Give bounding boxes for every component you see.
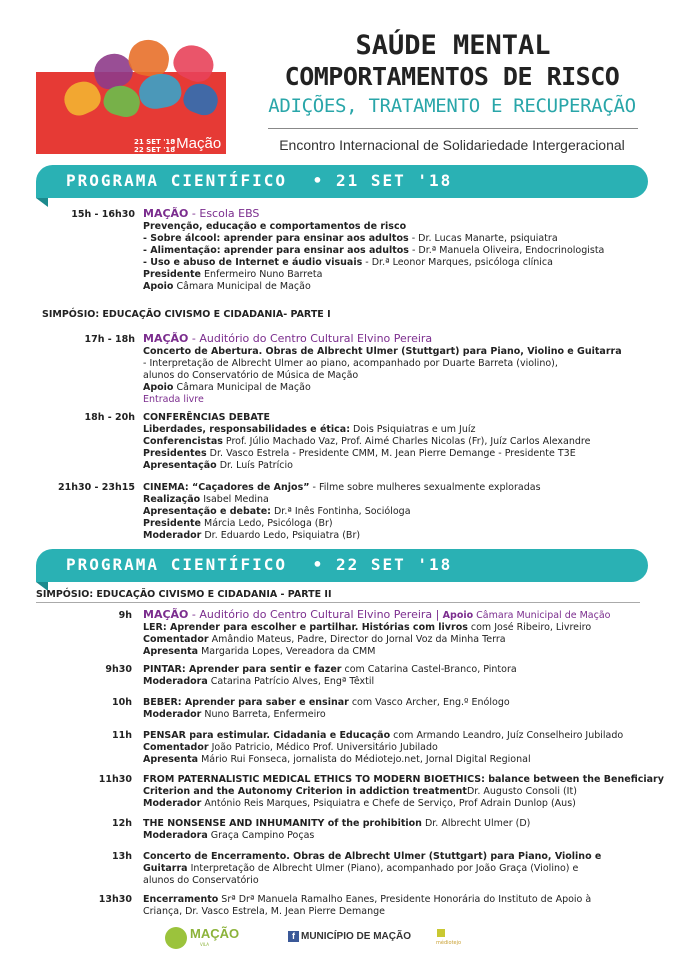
session-time: 12h	[112, 818, 132, 829]
role-label: Moderadora	[143, 676, 208, 687]
role-label: Apresenta	[143, 646, 199, 657]
talk-speaker: com Catarina Castel-Branco, Pintora	[341, 664, 517, 675]
role-label: Conferencistas	[143, 436, 223, 447]
role-label: Moderador	[143, 709, 202, 720]
logo-city: :Mação	[172, 135, 222, 152]
session-line	[143, 894, 591, 906]
role-label: Moderador	[143, 530, 202, 541]
page-title: SAÚDE MENTAL	[355, 30, 551, 61]
session-line: Concerto de Abertura. Obras de Albrecht Ulmer (Stuttgart) para Piano, Violino e Guitarra	[143, 346, 622, 357]
session-line	[143, 634, 506, 646]
role-label: Moderadora	[143, 830, 208, 841]
session-title: CONFERÊNCIAS DEBATE	[143, 412, 270, 423]
talk-title: THE NONSENSE AND INHUMANITY of the prohibition	[143, 818, 422, 829]
role-value: Mário Rui Fonseca, jornalista do Médiotejo.net, Jornal Digital Regional	[198, 754, 531, 765]
film-title: “Caçadores de Anjos”	[188, 482, 310, 493]
session-time: 11h	[112, 730, 132, 741]
talk-title: Guitarra	[143, 863, 188, 874]
role-value: Dr. Eduardo Ledo, Psiquiatra (Br)	[201, 530, 361, 541]
session-line	[143, 460, 293, 472]
mediotejo-logo-text: médiotejo	[436, 940, 462, 946]
session-time: 15h - 16h30	[71, 209, 135, 220]
session-line: alunos do Conservatório de Música de Mação	[143, 370, 359, 381]
session-line	[143, 697, 510, 709]
banner-date: • 21 SET '18	[312, 171, 453, 190]
session-line	[143, 622, 591, 634]
facebook-page-link[interactable]: MUNICÍPIO DE MAÇÃO	[301, 931, 411, 942]
talk-title: Encerramento	[143, 894, 219, 905]
session-line	[143, 424, 475, 436]
mediotejo-logo-icon	[437, 929, 445, 937]
session-line: - Interpretação de Albrecht Ulmer ao piano, acompanhado por Duarte Barreta (violino),	[143, 358, 558, 369]
session-time: 13h30	[98, 894, 132, 905]
facebook-icon[interactable]: f	[288, 931, 299, 942]
role-label: Apresenta	[143, 754, 199, 765]
venue-name: - Auditório do Centro Cultural Elvino Pereira |	[188, 608, 440, 621]
session-line	[143, 786, 577, 798]
role-label: Presidentes	[143, 448, 207, 459]
role-label: Apoio	[143, 281, 174, 292]
session-line	[143, 830, 314, 842]
session-line	[143, 742, 438, 754]
session-venue	[143, 333, 432, 345]
session-line: alunos do Conservatório	[143, 875, 259, 886]
session-line	[143, 730, 623, 742]
session-time: 10h	[112, 697, 132, 708]
venue-name: - Escola EBS	[188, 207, 260, 220]
session-line	[143, 518, 333, 530]
session-line: FROM PATERNALISTIC MEDICAL ETHICS TO MODERN BIOETHICS: balance between the Beneficiary	[143, 774, 664, 785]
banner-label: PROGRAMA CIENTÍFICO	[66, 171, 288, 190]
talk-speaker: - Dr.ª Leonor Marques, psicóloga clínica	[362, 257, 553, 268]
session-line	[143, 269, 322, 281]
role-value: Dr. Vasco Estrela - Presidente CMM, M. Jean Pierre Demange - Presidente T3E	[206, 448, 576, 459]
talk-title: - Alimentação: aprender para ensinar aos adultos	[143, 245, 409, 256]
role-value: Câmara Municipal de Mação	[173, 281, 311, 292]
talk-title: Liberdades, responsabilidades e ética:	[143, 424, 351, 435]
role-value: Márcia Ledo, Psicóloga (Br)	[201, 518, 333, 529]
session-time: 13h	[112, 851, 132, 862]
role-label: Moderador	[143, 798, 202, 809]
banner-label: PROGRAMA CIENTÍFICO	[66, 555, 288, 574]
session-line: Concerto de Encerramento. Obras de Albrecht Ulmer (Stuttgart) para Piano, Violino e	[143, 851, 602, 862]
session-time: 9h	[118, 610, 132, 621]
session-venue	[143, 609, 610, 622]
talk-speaker: Dr. Albrecht Ulmer (D)	[421, 818, 531, 829]
film-description: - Filme sobre mulheres sexualmente exploradas	[309, 482, 541, 493]
symposium-heading: SIMPÓSIO: EDUCAÇÃO CIVISMO E CIDADANIA - PARTE II	[36, 589, 332, 600]
session-line	[143, 709, 326, 721]
talk-title: - Uso e abuso de Internet e áudio visuais	[143, 257, 363, 268]
role-label: Apoio	[143, 382, 174, 393]
session-line	[143, 646, 375, 658]
talk-title: PENSAR para estimular. Cidadania e Educação	[143, 730, 391, 741]
session-time: 21h30 - 23h15	[58, 482, 135, 493]
venue-name: - Auditório do Centro Cultural Elvino Pereira	[188, 332, 433, 345]
role-value: Catarina Patrício Alves, Engª Têxtil	[207, 676, 375, 687]
role-label: Comentador	[143, 742, 209, 753]
talk-subtitle: Dois Psiquiatras e um Juíz	[350, 424, 476, 435]
talk-title: LER: Aprender para escolher e partilhar. Histórias com livros	[143, 622, 468, 633]
session-line	[143, 257, 553, 269]
symposium-divider	[36, 602, 640, 603]
venue-city: MAÇÃO	[143, 207, 189, 220]
banner-date: • 22 SET '18	[312, 555, 453, 574]
header-divider	[268, 128, 638, 129]
session-line	[143, 281, 311, 293]
session-time: 18h - 20h	[84, 412, 135, 423]
role-value: Dr. Luís Patrício	[216, 460, 293, 471]
session-time: 11h30	[98, 774, 132, 785]
role-value: Enfermeiro Nuno Barreta	[201, 269, 323, 280]
talk-speaker: com José Ribeiro, Livreiro	[467, 622, 592, 633]
role-value: Dr.ª Inês Fontinha, Socióloga	[270, 506, 411, 517]
talk-speaker: - Dr. Lucas Manarte, psiquiatra	[408, 233, 558, 244]
session-line	[143, 245, 604, 257]
macao-logo-subtext: VILA	[200, 942, 209, 947]
role-value: Nuno Barreta, Enfermeiro	[201, 709, 326, 720]
program-banner-day1	[36, 165, 648, 198]
role-value: Margarida Lopes, Vereadora da CMM	[198, 646, 376, 657]
session-line	[143, 676, 374, 688]
session-line	[143, 754, 531, 766]
program-banner-day2	[36, 549, 648, 582]
session-line	[143, 664, 517, 676]
role-label: Realização	[143, 494, 201, 505]
talk-speaker: com Vasco Archer, Eng.º Enólogo	[348, 697, 510, 708]
session-line	[143, 818, 530, 830]
role-value: António Reis Marques, Psiquiatra e Chefe de Serviço, Prof Adrain Dunlop (Aus)	[201, 798, 576, 809]
session-line	[143, 382, 311, 394]
role-value: Câmara Municipal de Mação	[173, 382, 311, 393]
role-label: Apresentação	[143, 460, 217, 471]
page-title-line2: COMPORTAMENTOS DE RISCO	[284, 62, 620, 91]
session-line	[143, 863, 578, 875]
role-value: Câmara Municipal de Mação	[473, 610, 611, 621]
macao-logo-icon	[165, 927, 187, 949]
session-line	[143, 482, 541, 494]
session-line	[143, 494, 269, 506]
role-value: Prof. Júlio Machado Vaz, Prof. Aimé Charles Nicolas (Fr), Juíz Carlos Alexandre	[222, 436, 591, 447]
logo-date-2: 22 SET '18	[134, 146, 176, 154]
venue-city: MAÇÃO	[143, 608, 189, 621]
role-label: Presidente	[143, 518, 201, 529]
session-line	[143, 506, 411, 518]
banner-tail	[36, 198, 48, 207]
role-value: Amândio Mateus, Padre, Director do Jornal Voz da Minha Terra	[208, 634, 506, 645]
talk-title: BEBER: Aprender para saber e ensinar	[143, 697, 349, 708]
role-value: Isabel Medina	[200, 494, 269, 505]
event-subtitle: Encontro Internacional de Solidariedade Intergeracional	[279, 137, 625, 153]
session-line	[143, 233, 558, 245]
talk-speaker: Srª Drª Manuela Ramalho Eanes, Presidente Honorária do Instituto de Apoio à	[218, 894, 592, 905]
venue-city: MAÇÃO	[143, 332, 189, 345]
entrada-livre: Entrada livre	[143, 394, 204, 405]
talk-speaker: Dr. Augusto Consoli (It)	[466, 786, 577, 797]
session-time: 9h30	[105, 664, 132, 675]
session-line	[143, 436, 590, 448]
session-line	[143, 798, 576, 810]
logo-date-1: 21 SET '18	[134, 138, 176, 146]
session-line	[143, 448, 576, 460]
session-time: 17h - 18h	[84, 334, 135, 345]
talk-speaker: - Dr.ª Manuela Oliveira, Endocrinologista	[408, 245, 605, 256]
session-line	[143, 530, 360, 542]
talk-title: - Sobre álcool: aprender para ensinar aos adultos	[143, 233, 409, 244]
role-value: João Patricio, Médico Prof. Universitário Jubilado	[208, 742, 438, 753]
talk-title: Criterion and the Autonomy Criterion in addiction treatment	[143, 786, 467, 797]
talk-description: Interpretação de Albrecht Ulmer (Piano), acompanhado por João Graça (Violino) e	[187, 863, 579, 874]
talk-speaker: com Armando Leandro, Juíz Conselheiro Jubilado	[390, 730, 624, 741]
role-label: Comentador	[143, 634, 209, 645]
talk-title: PINTAR: Aprender para sentir e fazer	[143, 664, 342, 675]
session-title: Prevenção, educação e comportamentos de risco	[143, 221, 407, 232]
talk-title: CINEMA:	[143, 482, 189, 493]
session-line: Criança, Dr. Vasco Estrela, M. Jean Pierre Demange	[143, 906, 385, 917]
page-subtitle-teal: ADIÇÕES, TRATAMENTO E RECUPERAÇÃO	[268, 95, 636, 117]
session-venue	[143, 208, 259, 220]
role-label: Apoio	[439, 610, 474, 621]
role-value: Graça Campino Poças	[207, 830, 315, 841]
role-label: Presidente	[143, 269, 201, 280]
role-label: Apresentação e debate:	[143, 506, 271, 517]
symposium-heading: SIMPÓSIO: EDUCAÇÃO CIVISMO E CIDADANIA- PARTE I	[42, 309, 331, 320]
event-logo	[34, 40, 244, 155]
macao-logo-text: MAÇÃO	[190, 926, 240, 941]
